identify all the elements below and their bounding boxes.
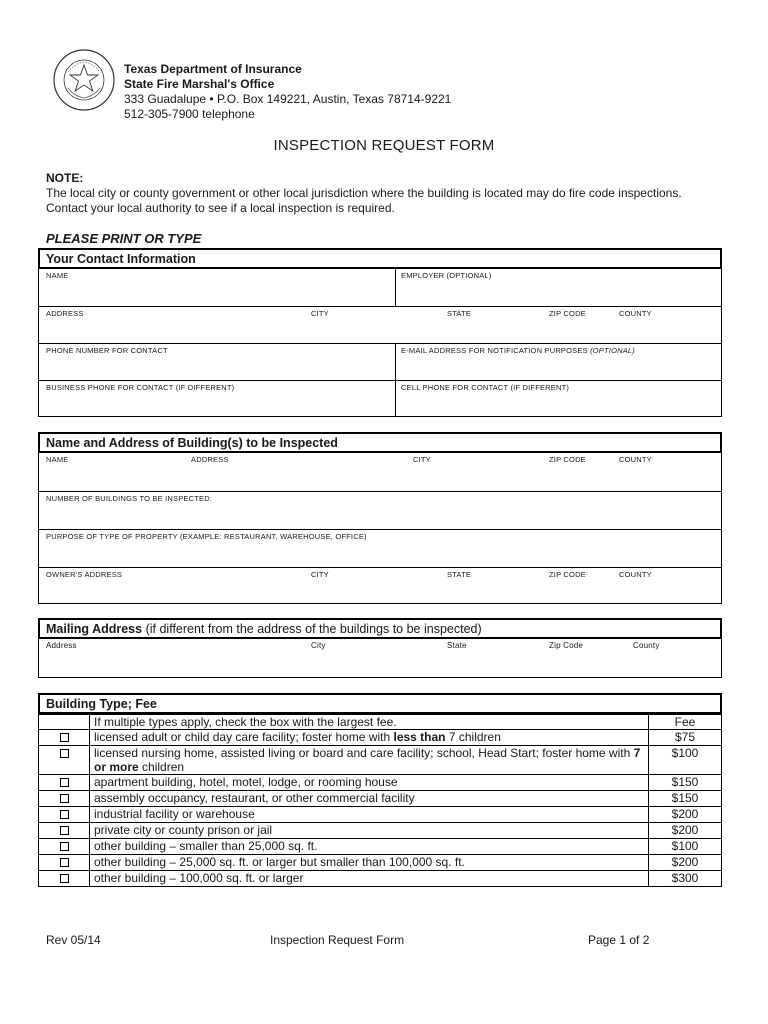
name-field[interactable]: NAME bbox=[46, 271, 69, 280]
building-type-checkbox[interactable] bbox=[60, 778, 69, 787]
building-county-field[interactable]: COUNTY bbox=[619, 455, 652, 464]
agency-phone: 512-305-7900 telephone bbox=[124, 107, 255, 121]
fee-row bbox=[39, 775, 722, 791]
fee-column-header: Fee bbox=[649, 715, 722, 730]
building-type-label: other building – smaller than 25,000 sq. ft. bbox=[90, 839, 649, 855]
building-row-owner bbox=[39, 567, 721, 605]
state-field[interactable]: STATE bbox=[447, 309, 472, 318]
fee-table bbox=[38, 714, 722, 887]
mailing-address-field[interactable]: Address bbox=[46, 641, 77, 650]
building-section bbox=[38, 452, 722, 604]
contact-section-title: Your Contact Information bbox=[38, 248, 722, 269]
mailing-zip-field[interactable]: Zip Code bbox=[549, 641, 584, 650]
page-number: Page 1 of 2 bbox=[588, 933, 650, 947]
contact-row-alt-phone bbox=[39, 380, 721, 417]
agency-address: 333 Guadalupe • P.O. Box 149221, Austin, Texas 78714-9221 bbox=[124, 92, 452, 106]
building-type-label: assembly occupancy, restaurant, or other commercial facility bbox=[90, 791, 649, 807]
owner-zip-field[interactable]: ZIP CODE bbox=[549, 570, 586, 579]
fees-section-title: Building Type; Fee bbox=[38, 693, 722, 714]
building-type-checkbox[interactable] bbox=[60, 826, 69, 835]
fee-amount: $200 bbox=[649, 855, 722, 871]
building-type-checkbox[interactable] bbox=[60, 842, 69, 851]
zip-code-field[interactable]: ZIP CODE bbox=[549, 309, 586, 318]
building-type-label: other building – 25,000 sq. ft. or larger but smaller than 100,000 sq. ft. bbox=[90, 855, 649, 871]
building-type-label: industrial facility or warehouse bbox=[90, 807, 649, 823]
note-block bbox=[46, 171, 736, 216]
mailing-section bbox=[38, 638, 722, 678]
note-line-2: Contact your local authority to see if a local inspection is required. bbox=[46, 201, 395, 215]
state-of-texas-seal-icon bbox=[52, 48, 116, 112]
owner-city-field[interactable]: CITY bbox=[311, 570, 329, 579]
property-purpose-field[interactable]: PURPOSE OF TYPE OF PROPERTY (EXAMPLE: RESTAURANT, WAREHOUSE, OFFICE) bbox=[46, 532, 367, 541]
mailing-subtitle: (if different from the address of the buildings to be inspected) bbox=[145, 622, 482, 636]
building-type-label: licensed adult or child day care facility; foster home with less than 7 children bbox=[90, 730, 649, 746]
fee-amount: $75 bbox=[649, 730, 722, 746]
owner-address-field[interactable]: OWNER'S ADDRESS bbox=[46, 570, 123, 579]
fee-amount: $150 bbox=[649, 775, 722, 791]
mailing-city-field[interactable]: City bbox=[311, 641, 326, 650]
fee-amount: $300 bbox=[649, 871, 722, 887]
fee-row bbox=[39, 730, 722, 746]
building-type-checkbox[interactable] bbox=[60, 794, 69, 803]
fee-amount: $100 bbox=[649, 746, 722, 775]
owner-county-field[interactable]: COUNTY bbox=[619, 570, 652, 579]
mailing-county-field[interactable]: County bbox=[633, 641, 660, 650]
building-type-checkbox[interactable] bbox=[60, 810, 69, 819]
building-type-checkbox[interactable] bbox=[60, 858, 69, 867]
agency-block bbox=[124, 62, 451, 122]
agency-office: State Fire Marshal's Office bbox=[124, 77, 275, 91]
revision-label: Rev 05/14 bbox=[46, 933, 101, 947]
phone-field[interactable]: PHONE NUMBER FOR CONTACT bbox=[46, 346, 168, 355]
building-type-checkbox[interactable] bbox=[60, 874, 69, 883]
building-type-label: other building – 100,000 sq. ft. or larger bbox=[90, 871, 649, 887]
building-row-count bbox=[39, 491, 721, 529]
email-field[interactable]: E-MAIL ADDRESS FOR NOTIFICATION PURPOSES (OPTIONAL) bbox=[401, 346, 635, 355]
building-section-title: Name and Address of Building(s) to be Inspected bbox=[38, 432, 722, 453]
fee-row bbox=[39, 807, 722, 823]
fee-row bbox=[39, 839, 722, 855]
fee-amount: $150 bbox=[649, 791, 722, 807]
building-name-field[interactable]: NAME bbox=[46, 455, 69, 464]
fee-amount: $100 bbox=[649, 839, 722, 855]
building-row-name bbox=[39, 453, 721, 491]
fee-row bbox=[39, 746, 722, 775]
building-type-checkbox[interactable] bbox=[60, 749, 69, 758]
agency-name: Texas Department of Insurance bbox=[124, 62, 302, 76]
cell-phone-field[interactable]: CELL PHONE FOR CONTACT (IF DIFFERENT) bbox=[401, 383, 570, 392]
county-field[interactable]: COUNTY bbox=[619, 309, 652, 318]
fee-amount: $200 bbox=[649, 807, 722, 823]
building-type-label: private city or county prison or jail bbox=[90, 823, 649, 839]
contact-row-phone bbox=[39, 343, 721, 380]
fee-row bbox=[39, 791, 722, 807]
fee-row bbox=[39, 823, 722, 839]
contact-row-address bbox=[39, 306, 721, 343]
fee-instruction: If multiple types apply, check the box with the largest fee. bbox=[90, 715, 649, 730]
fee-table-header bbox=[39, 715, 722, 730]
fee-row bbox=[39, 855, 722, 871]
owner-state-field[interactable]: STATE bbox=[447, 570, 472, 579]
contact-row-name bbox=[39, 269, 721, 306]
city-field[interactable]: CITY bbox=[311, 309, 329, 318]
building-count-field[interactable]: NUMBER OF BUILDINGS TO BE INSPECTED: bbox=[46, 494, 213, 503]
footer-form-name: Inspection Request Form bbox=[270, 933, 405, 947]
fee-row bbox=[39, 871, 722, 887]
building-address-field[interactable]: ADDRESS bbox=[191, 455, 229, 464]
building-city-field[interactable]: CITY bbox=[413, 455, 431, 464]
building-row-purpose bbox=[39, 529, 721, 567]
address-field[interactable]: ADDRESS bbox=[46, 309, 84, 318]
note-line-1: The local city or county government or other local jurisdiction where the building is located may do fire code inspections. bbox=[46, 186, 682, 200]
contact-section bbox=[38, 268, 722, 417]
email-optional-note: (OPTIONAL) bbox=[590, 346, 635, 355]
note-label: NOTE: bbox=[46, 171, 84, 185]
building-type-label: licensed nursing home, assisted living or board and care facility; school, Head Start; foster home with 7 or more children bbox=[90, 746, 649, 775]
building-type-checkbox[interactable] bbox=[60, 733, 69, 742]
mailing-section-title: Mailing Address (if different from the address of the buildings to be inspected) bbox=[38, 618, 722, 639]
mailing-state-field[interactable]: State bbox=[447, 641, 467, 650]
employer-field[interactable]: EMPLOYER (OPTIONAL) bbox=[401, 271, 492, 280]
form-title: INSPECTION REQUEST FORM bbox=[273, 137, 495, 154]
print-heading: PLEASE PRINT OR TYPE bbox=[46, 231, 202, 246]
building-type-label: apartment building, hotel, motel, lodge, or rooming house bbox=[90, 775, 649, 791]
fee-amount: $200 bbox=[649, 823, 722, 839]
business-phone-field[interactable]: BUSINESS PHONE FOR CONTACT (IF DIFFERENT) bbox=[46, 383, 235, 392]
mailing-row bbox=[39, 639, 721, 679]
building-zip-field[interactable]: ZIP CODE bbox=[549, 455, 586, 464]
